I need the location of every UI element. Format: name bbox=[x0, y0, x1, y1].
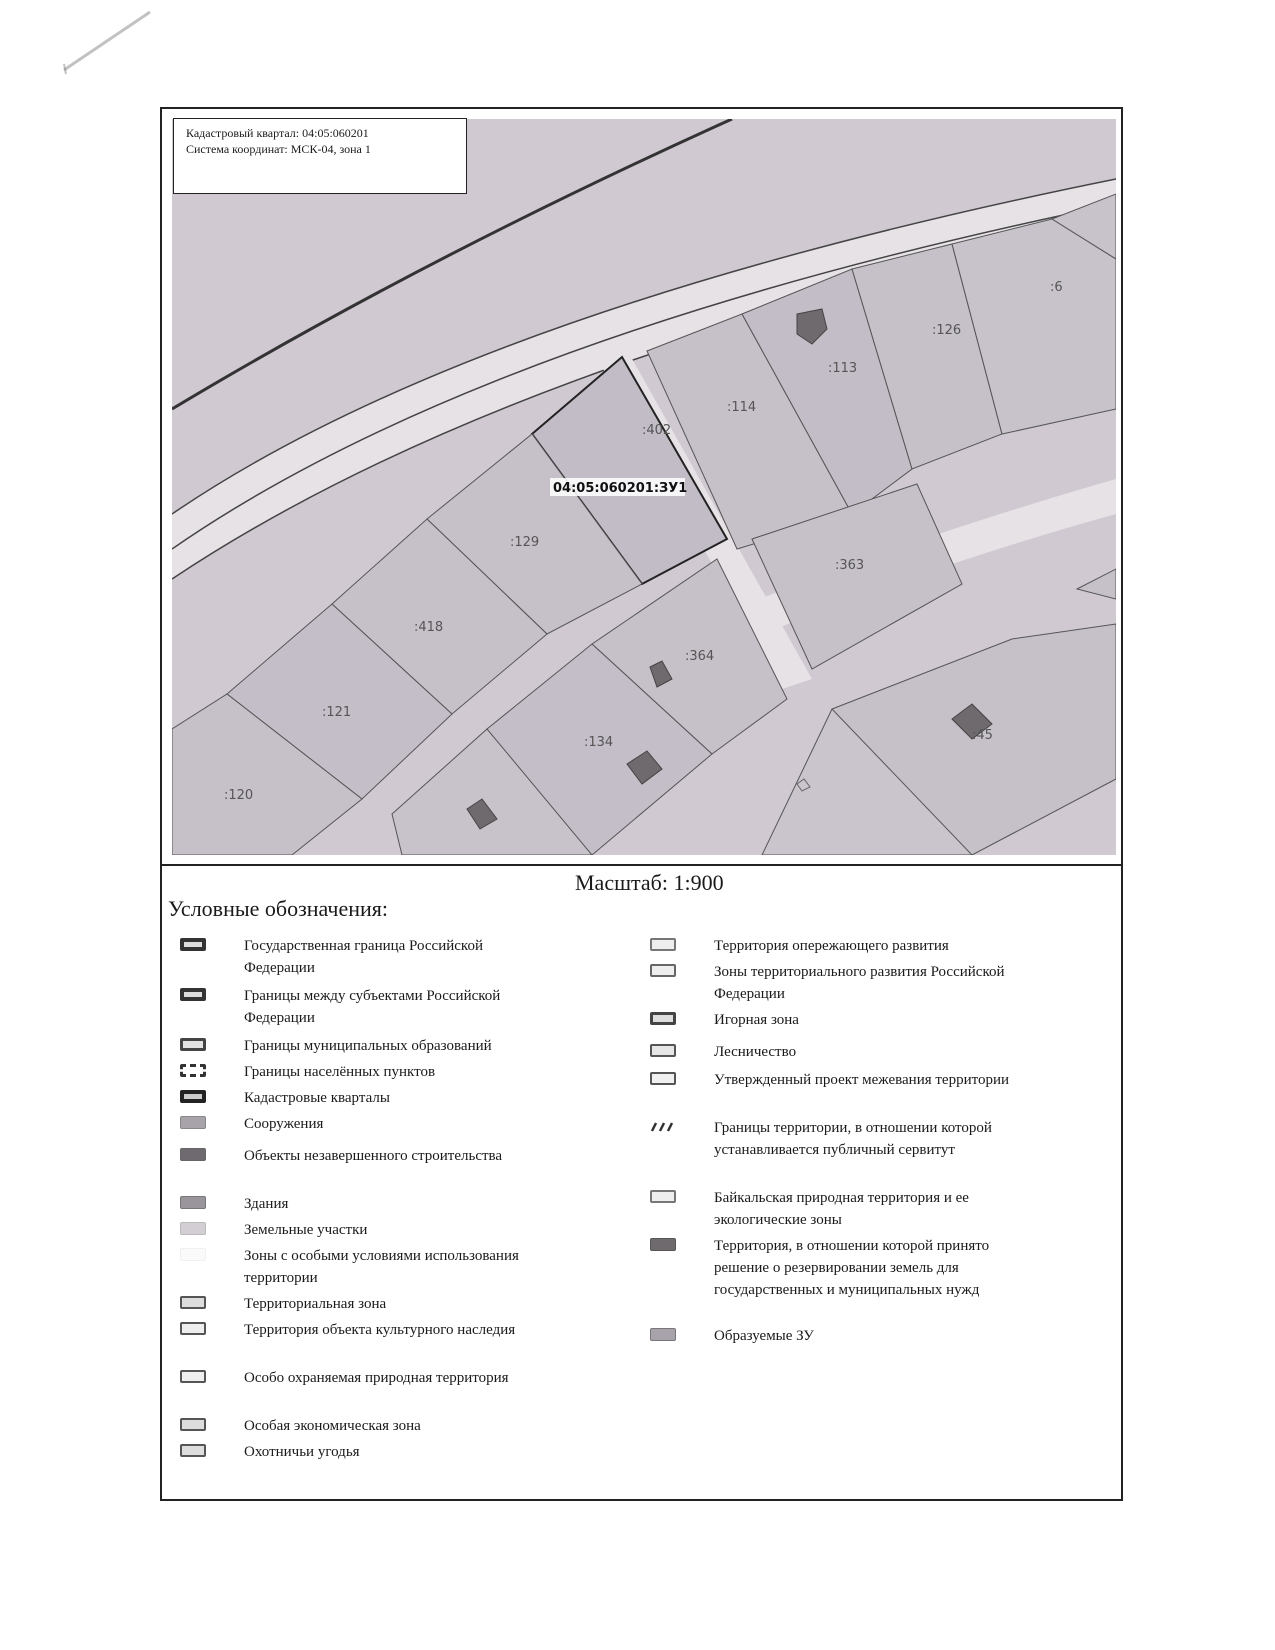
legend-label: Государственная граница Российской Федерации bbox=[244, 938, 483, 976]
plot-label: :114 bbox=[727, 400, 757, 415]
legend-swatch-icon bbox=[180, 1222, 206, 1235]
legend-label: Охотничьи угодья bbox=[244, 1444, 360, 1460]
plot-label: :363 bbox=[835, 558, 865, 573]
legend-label: Границы муниципальных образований bbox=[244, 1038, 492, 1054]
legend-label: Земельные участки bbox=[244, 1222, 368, 1238]
legend-label: Здания bbox=[244, 1196, 289, 1212]
legend-label: Зоны территориального развития Российской Федерации bbox=[714, 964, 1005, 1002]
plot-label: :364 bbox=[685, 649, 715, 664]
legend-label: Сооружения bbox=[244, 1116, 324, 1132]
legend-label: Кадастровые кварталы bbox=[244, 1090, 390, 1106]
coordinate-system-text: Система координат: МСК-04, зона 1 bbox=[186, 142, 371, 156]
legend-swatch-icon bbox=[180, 988, 206, 1001]
legend-swatch-icon bbox=[650, 1190, 676, 1203]
legend-swatch-icon bbox=[650, 1044, 676, 1057]
hatch-swatch-icon bbox=[650, 1120, 676, 1133]
legend-swatch-icon bbox=[180, 1418, 206, 1431]
legend-swatch-icon bbox=[180, 1370, 206, 1383]
legend-label: Особо охраняемая природная территория bbox=[244, 1370, 509, 1386]
legend-label: Лесничество bbox=[714, 1044, 797, 1060]
legend-swatch-icon bbox=[180, 1064, 206, 1077]
scale-text: Масштаб: 1:900 bbox=[575, 870, 724, 895]
legend-swatch-icon bbox=[650, 1072, 676, 1085]
legend-label: Границы населённых пунктов bbox=[244, 1064, 436, 1080]
legend-swatch-icon bbox=[650, 938, 676, 951]
legend-swatch-icon bbox=[650, 964, 676, 977]
legend-swatch-icon bbox=[180, 1296, 206, 1309]
legend-label: Образуемые ЗУ bbox=[714, 1328, 814, 1344]
plot-label: :113 bbox=[828, 361, 858, 376]
map-canvas bbox=[172, 119, 1116, 855]
plot-label: :134 bbox=[584, 735, 614, 750]
plot-label: :121 bbox=[322, 705, 352, 720]
legend-label: Зоны с особыми условиями использования территории bbox=[244, 1248, 519, 1286]
legend-label: Территориальная зона bbox=[244, 1296, 387, 1312]
plot-label: :126 bbox=[932, 323, 962, 338]
legend-swatch-icon bbox=[650, 1328, 676, 1341]
legend-swatch-icon bbox=[180, 1116, 206, 1129]
legend-label: Объекты незавершенного строительства bbox=[244, 1148, 503, 1164]
legend-swatch-icon bbox=[180, 1196, 206, 1209]
plot-label: :6 bbox=[1050, 280, 1063, 295]
plot-label: :418 bbox=[414, 620, 444, 635]
cadastral-quarter-text: Кадастровый квартал: 04:05:060201 bbox=[186, 126, 369, 140]
legend-swatch-icon bbox=[180, 1444, 206, 1457]
legend-label: Территория, в отношении которой принято решение о резервировании земель для государственных и муниципальных нужд bbox=[714, 1238, 990, 1298]
legend-label: Утвержденный проект межевания территории bbox=[714, 1072, 1010, 1088]
legend-label: Игорная зона bbox=[714, 1012, 799, 1028]
info-box bbox=[173, 118, 467, 194]
plot-label: :120 bbox=[224, 788, 254, 803]
legend-swatch-icon bbox=[180, 1248, 206, 1261]
scan-streak bbox=[0, 0, 180, 90]
plot-label: :45 bbox=[972, 728, 993, 743]
legend-swatch-icon bbox=[650, 1012, 676, 1025]
zu1-label: 04:05:060201:ЗУ1 bbox=[553, 481, 688, 496]
legend-label: Границы между субъектами Российской Федерации bbox=[244, 988, 501, 1026]
legend-label: Границы территории, в отношении которой устанавливается публичный сервитут bbox=[714, 1120, 992, 1158]
legend-swatch-icon bbox=[180, 1322, 206, 1335]
plot-label: :129 bbox=[510, 535, 540, 550]
legend-swatch-icon bbox=[180, 1148, 206, 1161]
legend-swatch-icon bbox=[650, 1238, 676, 1251]
map-divider bbox=[160, 864, 1123, 866]
legend-label: Особая экономическая зона bbox=[244, 1418, 421, 1434]
legend-swatch-icon bbox=[180, 1038, 206, 1051]
legend-swatch-icon bbox=[180, 938, 206, 951]
legend-swatch-icon bbox=[180, 1090, 206, 1103]
plot-label: :402 bbox=[642, 423, 672, 438]
legend-title: Условные обозначения: bbox=[168, 896, 389, 921]
legend-label: Территория опережающего развития bbox=[714, 938, 949, 954]
cadastral-map[interactable] bbox=[172, 119, 1116, 855]
legend-label: Байкальская природная территория и ее экологические зоны bbox=[714, 1190, 969, 1228]
legend-label: Территория объекта культурного наследия bbox=[244, 1322, 516, 1338]
